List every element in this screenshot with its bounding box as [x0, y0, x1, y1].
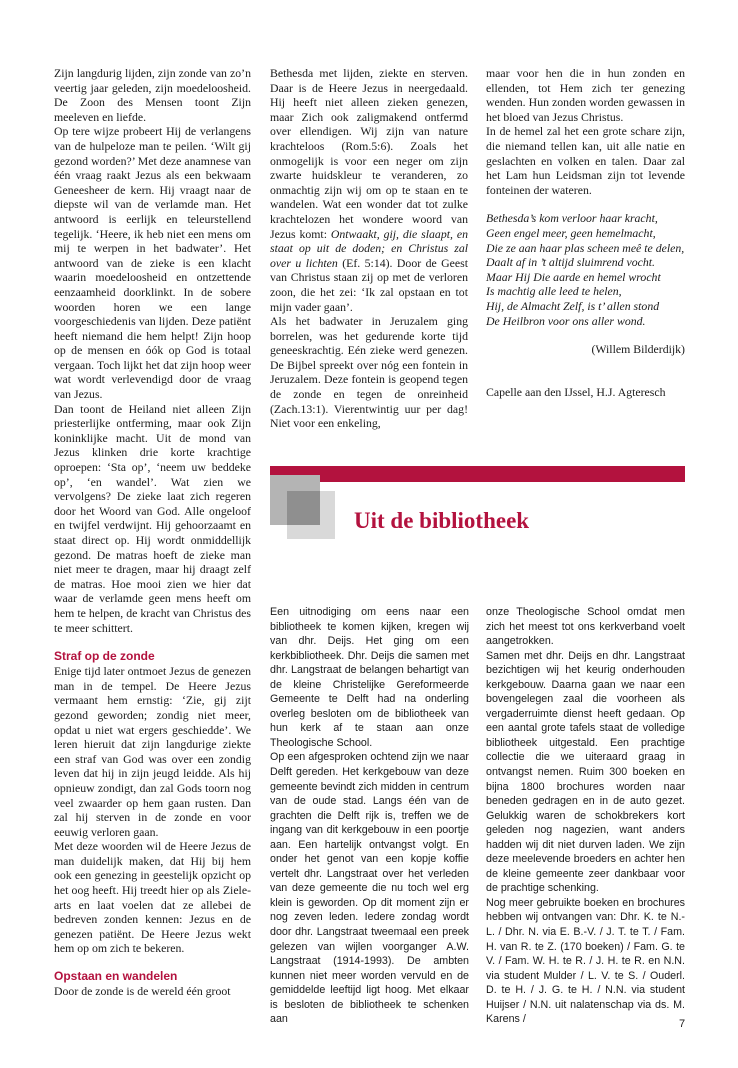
paragraph: Enige tijd later ontmoet Jezus de genezen man in de tempel. De Heere Jezus vermaant hem ernstig: ‘Zie, gij zijt gezond geworden; zondig niet meer, opdat u niet wat ergers geschiedde’. We leren hieruit dat zijn langdurige ziekte een straf van God was over een zondig leven dat hij in zijn jeugd leidde. Als hij opnieuw zondigt, dan zal Gods toorn nog veel zwaarder op hem gaan rusten. Dan zal hij sterven in de zonde en voor eeuwig verloren gaan.: [54, 664, 251, 839]
paragraph: Dan toont de Heiland niet alleen Zijn priesterlijke ontferming, maar ook Zijn koninklijke macht. Uit de mond van Jezus klinken drie korte krachtige oproepen: ‘Sta op’, ‘neem uw beddeke op’, ‘en wandel’. Wat zien we vervolgens? De zieke laat zich regeren door het Woord van God. Alle ongeloof en twijfel verdwijnt. Hij gehoorzaamt en staat direct op. Hij wordt onmiddellijk gezond. De matras hoeft de zieke man niet meer te dragen, maar hij draagt zelf de matras. Hoe mooi zien we hier dat waar de verlamde geen mens heeft om hem te helpen, de kracht van Christus des te meer schittert.: [54, 401, 251, 635]
paragraph: Op een afgesproken ochtend zijn we naar Delft gereden. Het kerkgebouw van deze gemeente bevindt zich midden in centrum van de oude stad. Langs één van de grachten die Delft rijk is, treffen we de ingang van dit kerkgebouw in een poortje aan. Een hartelijk ontvangst volgt. En onder het genot van een kopje koffie vertelt dhr. Langstraat over het verleden van deze gemeente die nu toch wel erg klein is geworden. Op dit moment zijn er nog zeven leden. Iedere zondag wordt door dhr. Langstraat tweemaal een preek gelezen van wijlen voorganger A.W. Langstraat (1914-1993). De ambten kunnen niet meer worden vervuld en de gemiddelde leeftijd ligt hoog. Met elkaar is besloten de bibliotheek te schenken aan: [270, 751, 469, 1026]
article-column-1: [54, 66, 251, 999]
paragraph: Door de zonde is de wereld één groot: [54, 984, 231, 999]
library-column-2: [486, 605, 685, 1027]
article-column-3: [486, 66, 685, 399]
text-run: Bethesda met lijden, ziekte en sterven. Daar is de Heere Jezus in neergedaald. Hij heeft niet alleen zieken genezen, maar Zich ook zaligmakend ontfermd over ellendigen. Wij zijn van nature krachteloos (Rom.5:6). Zoals het onmogelijk is voor een neger om zijn zwarte huidskleur te veranderen, zo onmachtig zijn wij om op te staan en te wandelen. Wat een wonder dat tot zulke krachtelozen het wondere woord van Jezus komt:: [270, 66, 468, 241]
text-run: (Ef. 5:14). Door de Geest van Christus staan zij op met de verloren zoon, die het zei: ‘Ik zal opstaan en tot mijn vader gaan’.: [270, 255, 468, 314]
paragraph: Op tere wijze probeert Hij de verlangens van de hulpeloze man te peilen. ‘Wilt gij gezond worden?’ Met deze anamnese van één vraag raakt Jezus als een bekwaam Geneesheer de kern. Hij vraagt naar de diepste wil van de verlamde man. Het antwoord is eerlijk en teleurstellend tegelijk. ‘Heere, ik heb niet een mens om mij te werpen in het badwater’. Het antwoord van de zieke is een klacht waarin moedeloosheid en ontzettende eenzaamheid doorklinkt. In de sobere woorden horen we een lange voorgeschiedenis van lijden. Deze patiënt heeft niemand die hem helpt! Zijn hoop op de mensen en óók op God is totaal vergaan. Toch lijkt het dat zijn hoop weer wat wordt verlevendigd door de vraag van Jezus.: [54, 124, 251, 402]
paragraph: Als het badwater in Jeruzalem ging borrelen, was het gedurende korte tijd geneeskrachtig. Eén zieke werd genezen. De Bijbel spreekt over nóg een fontein in Jeruzalem. Deze fontein is geopend tegen de zonde en tegen de onreinheid (Zach.13:1). Vierentwintig uur per dag! Niet voor een enkeling,: [270, 314, 468, 431]
article-column-2: [270, 66, 468, 431]
section-title: Uit de bibliotheek: [354, 508, 530, 533]
paragraph: Samen met dhr. Deijs en dhr. Langstraat bezichtigen wij het keurig onderhouden kerkgebouw. Daarna gaan we naar een bovengelegen zaal die voorheen als vergaderruimte dienst heeft gedaan. Op een aantal grote tafels staat de volledige bibliotheek uitgestald. Een prachtige collectie die we uiteraard graag in ontvangst nemen. Ruim 300 boeken en bijna 1800 brochures worden naar beneden gedragen en in de auto gezet. Gelukkig waren de schokbrekers kort geleden nog nagezien, want anders hadden wij dit niet durven laden. We zijn deze meelevende broeders en achter hen de kleine gemeente zeer dankbaar voor de prachtige schenking.: [486, 649, 685, 895]
paragraph: onze Theologische School omdat men zich het meest tot ons kerkverband voelt aangetrokken.: [486, 606, 685, 648]
bible-quote: Ontwaakt, gij, die slaapt, en staat op uit de doden; en Christus zal over u lichten: [270, 226, 468, 270]
paragraph: [270, 66, 468, 314]
section-header-bar: [270, 466, 685, 482]
page-number: 7: [679, 1018, 686, 1030]
subheading-straf: Straf op de zonde: [54, 649, 155, 664]
paragraph: maar voor hen die in hun zonden en ellenden, tot Hem zich ter genezing wenden. Hun zonden worden gewassen in het bloed van Jezus Christus.: [486, 66, 685, 124]
paragraph: Zijn langdurig lijden, zijn zonde van zo’n veertig jaar geleden, zijn moedeloosheid. De Zoon des Mensen toont Zijn meeleven en liefde.: [54, 66, 251, 124]
paragraph: Met deze woorden wil de Heere Jezus de man duidelijk maken, dat Hij bij hem ook een genezing in geestelijk opzicht op het oog heeft. Hij treedt hier op als Ziele-arts en laat voelen dat ze allebei de bedreven zonden kennen: Jezus en de genezen patiënt. De Heere Jezus wekt hem op om zich te bekeren.: [54, 839, 251, 956]
subheading-opstaan: Opstaan en wandelen: [54, 969, 178, 984]
paragraph: Een uitnodiging om eens naar een bibliotheek te komen kijken, kregen wij van dhr. Deijs. Het ging om een kerkbibliotheek. Dhr. Deijs die samen met dhr. Langstraat de belangen behartigt van de kleine Christelijke Gereformeerde Gemeente te Delft had na onderling overleg besloten om de bibliotheek van hun kerk af te staan aan onze Theologische School.: [270, 606, 469, 749]
decorative-square: [287, 491, 320, 525]
poem-attribution: (Willem Bilderdijk): [591, 342, 685, 357]
author-signature: Capelle aan den IJssel, H.J. Agteresch: [486, 384, 666, 399]
paragraph: Nog meer gebruikte boeken en brochures hebben wij ontvangen van: Dhr. K. te N.-L. / Dhr. N. via E. B.-V. / J. T. te T. / Fam. H. van R. te Z. (170 boeken) / Fam. G. te V. / Fam. W. H. te R. / J. H. te R. en N.N. via student Mulder / L. V. te S. / Ouderl. D. te H. / J. G. te H. / N.N. via student Huijser / N.N. uit nalatenschap via ds. M. Karens /: [486, 896, 685, 1026]
poem: Bethesda’s kom verloor haar kracht, Geen engel meer, geen hemelmacht, Die ze aan haar plas scheen meê te delen, Daalt af in ’t altijd sluimrend vocht. Maar Hij Die aarde en hemel wrocht Is machtig alle leed te helen, Hij, de Almacht Zelf, is t’ allen stond De Heilbron voor ons aller wond.: [486, 211, 685, 328]
paragraph: In de hemel zal het een grote schare zijn, die niemand tellen kan, uit alle natie en geslachten en volken en talen. Daar zal het Lam hun Leidsman zijn tot levende fonteinen der wateren.: [486, 124, 685, 197]
library-column-1: [270, 605, 469, 1027]
